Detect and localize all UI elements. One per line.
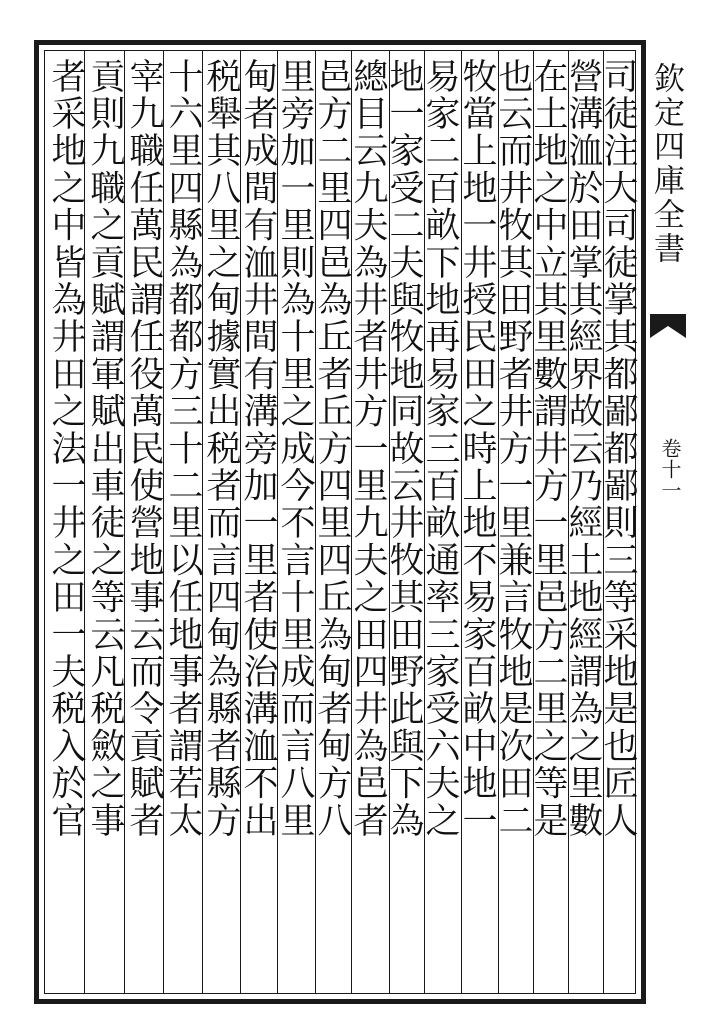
text-column: 司徒注大司徒掌其都鄙都鄙則三等采地是也匠人: [598, 58, 638, 840]
text-column: 在土地之中立其里數謂井方一里邑方二里之等是: [528, 58, 568, 840]
text-column: 邑方二里四邑為丘者丘方四里四丘為甸者甸方八: [312, 58, 352, 840]
fishtail-mark-icon: [648, 312, 688, 340]
text-column: 總目云九夫為井者井方一里九夫之田四井為邑者: [348, 58, 388, 840]
text-column: 地一家受二夫與牧地同故云井牧其田野此與下為: [384, 58, 424, 840]
text-column: 税舉其八里之甸據實出税者而言四甸為縣者縣方: [201, 58, 241, 840]
text-column: 甸者成間有洫井間有溝旁加一里者使治溝洫不出: [238, 58, 278, 840]
text-column: 牧當上地一井授民田之時上地不易家百畝中地一: [457, 58, 497, 840]
volume-number: 卷十一: [658, 438, 682, 501]
book-title: 欽定四庫全書: [648, 62, 684, 266]
text-column: 貢則九職之貢賦謂軍賦出車徒之等云凡税斂之事: [85, 58, 125, 840]
text-column: 易家二百畝下地再易家三百畝通率三家受六夫之: [420, 58, 460, 840]
text-column: 者采地之中皆為井田之法一井之田一夫税入於官: [46, 58, 86, 840]
text-column: 十六里四縣為都都方三十二里以任地事者謂若太: [163, 58, 203, 840]
text-column: 宰九職任萬民謂任役萬民使營地事云而令貢賦者: [124, 58, 164, 840]
text-column: 營溝洫於田掌其經界故云乃經土地經謂為之里數: [563, 58, 603, 840]
text-column: 里旁加一里則為十里之成今不言十里成而言八里: [275, 58, 315, 840]
text-column: 也云而井牧其田野者井方一里兼言牧地是次田二: [493, 58, 533, 840]
